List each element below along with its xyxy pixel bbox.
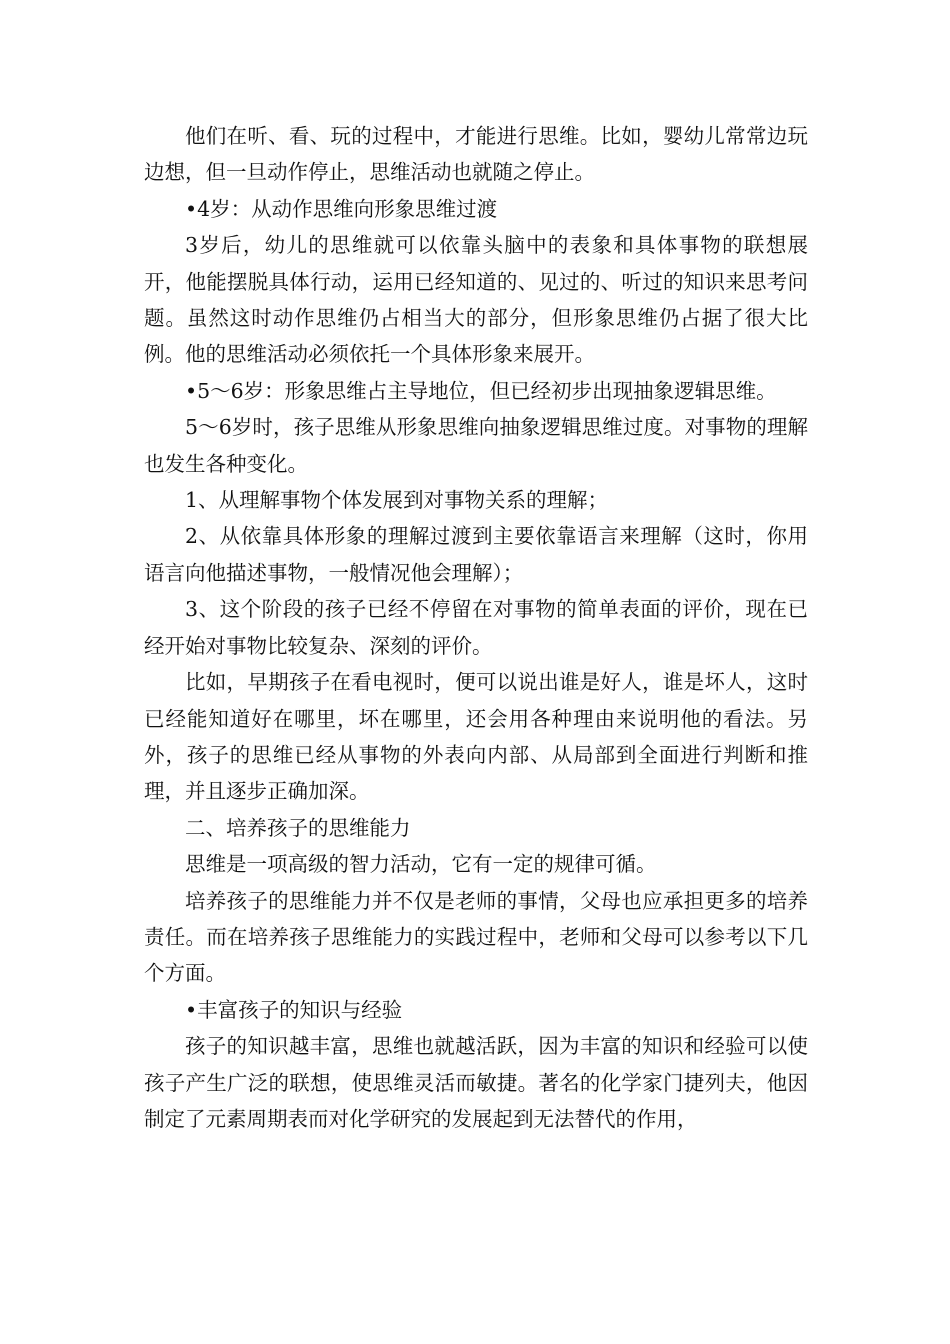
paragraph-13: •丰富孩子的知识与经验 — [185, 997, 403, 1022]
document-page — [144, 118, 808, 1137]
paragraph-4: •5～6岁：形象思维占主导地位，但已经初步出现抽象逻辑思维。 — [185, 378, 777, 403]
paragraph-7: 2、从依靠具体形象的理解过渡到主要依靠语言来理解（这时，你用语言向他描述事物，一般情况他会理解）； — [144, 524, 808, 585]
paragraph-1: 他们在听、看、玩的过程中，才能进行思维。比如，婴幼儿常常边玩边想，但一旦动作停止，思维活动也就随之停止。 — [144, 124, 808, 185]
paragraph-14: 孩子的知识越丰富，思维也就越活跃，因为丰富的知识和经验可以使孩子产生广泛的联想，使思维灵活而敏捷。著名的化学家门捷列夫，他因制定了元素周期表而对化学研究的发展起到无法替代的作用， — [144, 1034, 808, 1131]
paragraph-3: 3岁后，幼儿的思维就可以依靠头脑中的表象和具体事物的联想展开，他能摆脱具体行动，运用已经知道的、见过的、听过的知识来思考问题。虽然这时动作思维仍占相当大的部分，但形象思维仍占据了很大比例。他的思维活动必须依托一个具体形象来展开。 — [144, 233, 808, 367]
paragraph-2: •4岁：从动作思维向形象思维过渡 — [185, 196, 498, 221]
section-heading: 二、培养孩子的思维能力 — [185, 815, 411, 840]
paragraph-12: 培养孩子的思维能力并不仅是老师的事情，父母也应承担更多的培养责任。而在培养孩子思维能力的实践过程中，老师和父母可以参考以下几个方面。 — [144, 888, 808, 986]
paragraph-5: 5～6岁时，孩子思维从形象思维向抽象逻辑思维过度。对事物的理解也发生各种变化。 — [144, 415, 808, 476]
paragraph-11: 思维是一项高级的智力活动，它有一定的规律可循。 — [185, 852, 657, 877]
paragraph-8: 3、这个阶段的孩子已经不停留在对事物的简单表面的评价，现在已经开始对事物比较复杂、深刻的评价。 — [144, 597, 808, 658]
paragraph-9: 比如，早期孩子在看电视时，便可以说出谁是好人，谁是坏人，这时已经能知道好在哪里，坏在哪里，还会用各种理由来说明他的看法。另外，孩子的思维已经从事物的外表向内部、从局部到全面进行判断和推理，并且逐步正确加深。 — [144, 670, 808, 804]
paragraph-6: 1、从理解事物个体发展到对事物关系的理解； — [185, 488, 609, 513]
